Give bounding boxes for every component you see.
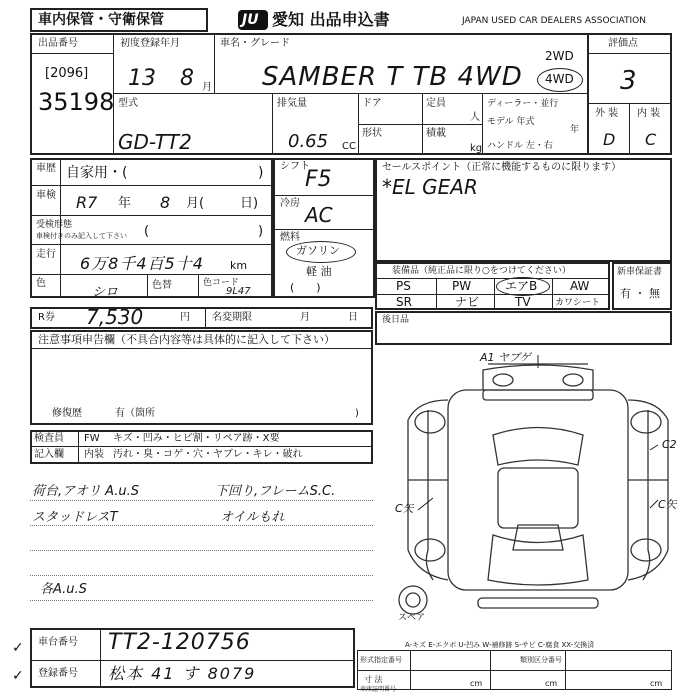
lot-number: 35198 (38, 88, 115, 116)
ruled-line (30, 575, 373, 576)
inspection-form-close: ) (258, 224, 264, 239)
type-label: 形式指定番号 (360, 656, 402, 664)
plate-value: 松本 41 す 8079 (108, 664, 257, 683)
form-title-en: JAPAN USED CAR DEALERS ASSOCIATION (462, 16, 646, 26)
inspection-year-unit: 年 (118, 196, 132, 211)
repair-label: 修復歴 (52, 408, 82, 419)
divider (482, 93, 483, 155)
divider (30, 274, 273, 275)
interior-items: 汚れ・臭・コゲ・穴・ヤブレ・キレ・破れ (113, 449, 303, 460)
spare-label: スペア (398, 613, 426, 623)
mileage-label: 走行 (36, 249, 56, 260)
recycle-label: R券 (38, 312, 55, 323)
equipment-item: TV (515, 295, 531, 309)
inspection-era: R7 (76, 193, 98, 212)
equipment-item: ナビ (455, 295, 480, 309)
ac-value: AC (305, 203, 333, 227)
divider (147, 274, 148, 298)
rear-label: 後日品 (382, 315, 410, 325)
divider (629, 103, 630, 155)
interior-row-label: 内装 (84, 449, 104, 460)
divider (490, 650, 491, 690)
drive-4wd: 4WD (545, 72, 574, 86)
registration-month: 8 (180, 66, 194, 91)
ac-label: 冷房 (280, 198, 300, 209)
dim-label: 寸 法 (364, 675, 383, 684)
equipment-item: カワシート (555, 298, 601, 308)
warranty-label: 新車保証書 (617, 267, 663, 277)
diagram-right-mid-note: C矢 (658, 498, 677, 511)
mileage-value: 6万8千4百5十4 (80, 254, 204, 273)
vehicle-damage-diagram (388, 350, 688, 640)
ruled-line (30, 525, 373, 526)
shift-label: シフト (280, 161, 310, 172)
inspection-form-open: ( (144, 224, 150, 239)
door-label: ドア (362, 98, 382, 109)
inspector-label2: 記入欄 (34, 449, 64, 460)
model-label: 型式 (118, 98, 138, 109)
divider (494, 278, 495, 310)
form-title: 愛知 出品申込書 (272, 10, 390, 29)
rear-box (375, 311, 672, 345)
interior-value: C (645, 130, 657, 149)
capacity-label: 定員 (426, 98, 446, 109)
inspection-day: 日) (240, 196, 259, 211)
color-change-label: 色替 (152, 280, 172, 291)
divider (552, 278, 553, 310)
inspection-label: 車検 (36, 190, 56, 201)
storage-title: 車内保管・守衛保管 (38, 12, 164, 28)
diagram-right-top-note: C2 (662, 438, 677, 451)
registration-label: 初度登録年月 (120, 38, 180, 49)
divider (214, 33, 215, 93)
model-value: GD-TT2 (118, 130, 192, 154)
equipment-label: 装備品（純正品に限り○をつけてください） (392, 266, 571, 276)
interior-label: 内 装 (637, 108, 661, 119)
color-label: 色 (36, 278, 46, 289)
history-value: 自家用・( (66, 165, 128, 181)
note-line1-right: 下回り,フレームS.C. (215, 484, 336, 499)
divider (198, 274, 199, 298)
note-line2-left: スタッドレスT (32, 510, 118, 525)
ruled-line (30, 500, 373, 501)
repair-value: 有（箇所 (115, 408, 155, 419)
chassis-label: 車台番号 (38, 637, 78, 648)
vehicle-name: SAMBER T TB 4WD (262, 62, 523, 92)
divider (273, 229, 375, 230)
inspection-month-unit: 月( (186, 196, 205, 211)
divider (357, 670, 672, 671)
capacity-unit: 人 (470, 112, 480, 123)
drive-2wd: 2WD (545, 49, 574, 63)
note-line3: 各A.u.S (40, 582, 87, 597)
cm-unit: cm (545, 679, 558, 688)
name-change-day: 日 (348, 312, 358, 323)
divider (587, 53, 672, 54)
check-mark: ✓ (12, 640, 24, 656)
displacement-value: 0.65 (288, 131, 329, 152)
fuel-label: 燃料 (280, 232, 300, 243)
divider (30, 660, 355, 661)
inspection-form-label: 受検形態 (36, 220, 73, 230)
fw-label: FW (84, 433, 100, 444)
divider (30, 215, 273, 216)
diagram-top-note: A1 ヤブゲ (480, 351, 531, 364)
color-code-value: 9L47 (226, 286, 251, 297)
note-line1-left: 荷台,アオリ A.u.S (32, 484, 140, 499)
registration-year: 13 (128, 66, 156, 91)
divider (205, 307, 206, 329)
inspector-label: 検査員 (34, 433, 64, 444)
exterior-value: D (603, 130, 616, 149)
fuel-alt: 軽 油 (306, 265, 332, 278)
warranty-options: 有 ・ 無 (620, 287, 660, 300)
color-value: シロ (92, 285, 119, 300)
sales-point-label: セールスポイント（正常に機能するものに限ります） (382, 162, 622, 173)
handle-label: ハンドル 左・右 (487, 141, 553, 151)
sales-point-value: *EL GEAR (382, 175, 478, 199)
color-code-label: 色コード (203, 278, 240, 288)
fuel-value: ガソリン (296, 244, 340, 257)
fw-items: キズ・凹み・ヒビ割・リペア跡・X要 (113, 433, 280, 444)
diagram-left-note: C矢 (395, 502, 414, 515)
divider (565, 650, 566, 690)
plate-label: 登録番号 (38, 668, 78, 679)
recycle-unit: 円 (180, 312, 190, 323)
divider (410, 650, 411, 690)
name-change-month: 月 (300, 312, 310, 323)
check-mark: ✓ (12, 668, 24, 684)
divider (30, 348, 373, 349)
cm-unit: cm (470, 679, 483, 688)
type-label2: 類別区分番号 (520, 656, 562, 664)
dim-label2: 車庫証明番号 (360, 686, 397, 693)
lot-bracket-code: [2096] (45, 66, 89, 81)
fuel-paren: ( ) (290, 281, 321, 294)
exterior-label: 外 装 (595, 108, 619, 119)
divider (113, 93, 587, 94)
history-label: 車歴 (36, 163, 56, 174)
equipment-item: エアB (505, 279, 538, 293)
recycle-value: 7,530 (86, 305, 144, 329)
shift-value: F5 (305, 167, 332, 192)
shape-label: 形状 (362, 128, 382, 139)
divider (100, 628, 101, 688)
load-unit: kg (470, 143, 483, 154)
repair-close: ) (355, 408, 359, 419)
divider (30, 244, 273, 245)
ruled-line (30, 550, 373, 551)
divider (272, 93, 273, 155)
damage-legend: A-キズ E-エクボ U-凹み W-補修跡 S-サビ C-腐食 XX-交換済 (405, 641, 595, 649)
load-label: 積載 (426, 128, 446, 139)
ju-logo-text: JU (242, 12, 259, 28)
divider (30, 446, 373, 447)
divider (358, 124, 482, 125)
equipment-item: PS (396, 279, 411, 293)
divider (78, 430, 79, 464)
divider (436, 278, 437, 310)
vehicle-name-label: 車名・グレード (220, 38, 290, 49)
inspection-form-note: 車検付きのみ記入して下さい (36, 232, 127, 240)
divider (30, 185, 273, 186)
equipment-item: SR (396, 295, 412, 309)
divider (587, 33, 589, 155)
model-year-label: モデル 年式 (487, 117, 535, 127)
ruled-line (30, 600, 373, 601)
history-close: ) (258, 165, 264, 181)
grade-value: 3 (620, 66, 637, 96)
recycle-box (30, 307, 373, 329)
registration-month-unit: 月 (202, 82, 212, 93)
displacement-unit: CC (342, 141, 356, 152)
mileage-unit: km (230, 259, 248, 272)
note-line2-right: オイルもれ (220, 510, 285, 525)
model-year-unit: 年 (570, 125, 580, 135)
divider (30, 53, 114, 54)
grade-label: 評価点 (608, 38, 638, 49)
chassis-value: TT2-120756 (108, 630, 251, 655)
displacement-label: 排気量 (277, 98, 307, 109)
equipment-item: PW (452, 279, 472, 293)
notes-label: 注意事項申告欄（不具合内容等は具体的に記入して下さい） (38, 333, 335, 346)
lot-label: 出品番号 (38, 38, 78, 49)
inspection-month: 8 (160, 193, 171, 212)
name-change-label: 名変期限 (212, 312, 252, 323)
equipment-item: AW (570, 279, 590, 293)
cm-unit: cm (650, 679, 663, 688)
divider (273, 195, 375, 196)
dealer-label: ディーラー・並行 (487, 99, 559, 109)
